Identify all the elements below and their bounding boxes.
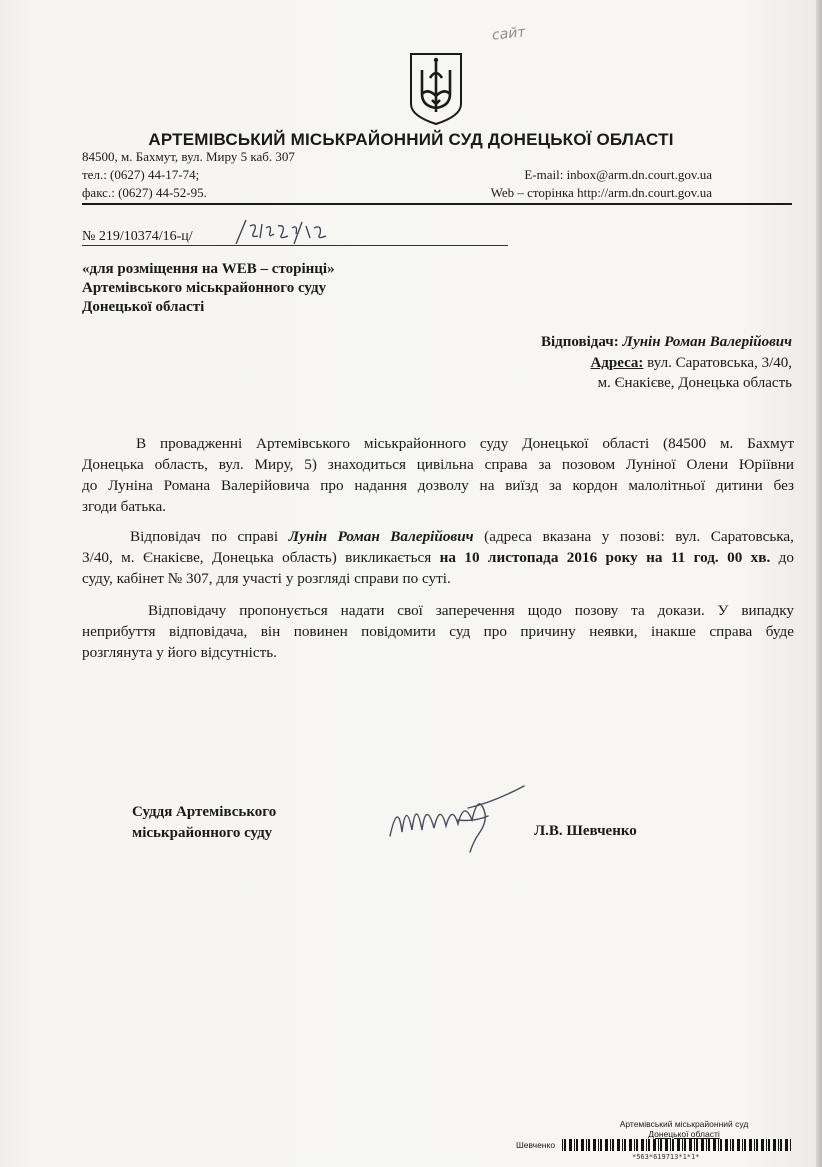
p1-line-1: В провадженні Артемівського міськрайонного суду Донецької області (84500 м. Бахмут (136, 435, 794, 452)
court-phone: тел.: (0627) 44-17-74; (82, 167, 200, 182)
barcode-number: *563*619713*1*1* (632, 1153, 700, 1161)
hearing-date: на 10 листопада 2016 року на 11 год. 00 хв. (439, 549, 771, 566)
respondent-line (541, 334, 792, 351)
court-email: E-mail: inbox@arm.dn.court.gov.ua (524, 167, 712, 182)
stamp-court-line-1: Артемівський міськрайонний суд (619, 1119, 749, 1129)
p2-line-3: суду, кабінет № 307, для участі у розгляді справи по суті. (82, 570, 451, 587)
paragraph-1 (82, 433, 794, 517)
scan-edge (816, 0, 822, 1167)
respondent-address-line (590, 355, 792, 372)
respondent-city: м. Єнакієве, Донецька область (597, 375, 792, 391)
paragraph-2 (82, 526, 794, 589)
judge-signature (384, 780, 534, 860)
judge-title-line-2: міськрайонного суду (132, 825, 273, 841)
barcode (562, 1139, 794, 1151)
p2-line-1: Відповідач по справі Лунін Роман Валерійович (адреса вказана у позові: вул. Саратовська, (130, 528, 794, 545)
registration-number: № 219/10374/16-ц/ (82, 229, 193, 244)
p2-respondent-name: Лунін Роман Валерійович (288, 528, 474, 545)
p3-line-2: неприбуття відповідача, він повинен повідомити суд про причину неявки, інакше справа буде (82, 623, 794, 640)
judge-name: Л.В. Шевченко (534, 823, 637, 839)
coat-of-arms-icon (408, 52, 464, 126)
p1-line-4: згоди батька. (82, 498, 166, 515)
p3-line-1: Відповідачу пропонується надати свої заперечення щодо позову та докази. У випадку (148, 602, 794, 619)
address-street: вул. Саратовська, 3/40, (647, 355, 792, 371)
pencil-note: сайт (491, 24, 527, 44)
handwritten-reg-number (232, 218, 342, 246)
address-label: Адреса: (590, 355, 644, 371)
header-rule (82, 203, 792, 205)
stamp-clerk-name: Шевченко (516, 1140, 556, 1150)
p1-line-2: Донецька область, вул. Миру, 5) знаходиться цивільна справа за позовом Луніної Олени Юріївни (82, 456, 794, 473)
paragraph-3 (82, 600, 794, 663)
registration-underline (82, 245, 508, 246)
judge-title-line-1: Суддя Артемівського (132, 804, 277, 820)
court-web: Web – сторінка http://arm.dn.court.gov.ua (490, 185, 712, 200)
stamp-court (604, 1119, 764, 1139)
court-address: 84500, м. Бахмут, вул. Миру 5 каб. 307 (82, 149, 295, 164)
respondent-label: Відповідач: (541, 334, 619, 350)
p1-line-3: до Луніна Романа Валерійовича про надання дозволу на виїзд за кордон малолітньої дитини без (82, 477, 794, 494)
court-fax: факс.: (0627) 44-52-95. (82, 185, 207, 200)
respondent-name: Лунін Роман Валерійович (622, 334, 792, 350)
p2-line-2: 3/40, м. Єнакієве, Донецька область) викликається на 10 листопада 2016 року на 11 год. 00 хв. до (82, 549, 794, 566)
placement-region: Донецької області (82, 299, 205, 315)
p3-line-3: розглянута у його відсутність. (82, 644, 277, 661)
placement-court: Артемівського міськрайонного суду (82, 280, 327, 296)
court-title: АРТЕМІВСЬКИЙ МІСЬКРАЙОННИЙ СУД ДОНЕЦЬКОЇ ОБЛАСТІ (148, 130, 674, 149)
placement-note: «для розміщення на WEB – сторінці» (82, 261, 335, 277)
stamp-court-line-2: Донецької області (648, 1129, 720, 1139)
